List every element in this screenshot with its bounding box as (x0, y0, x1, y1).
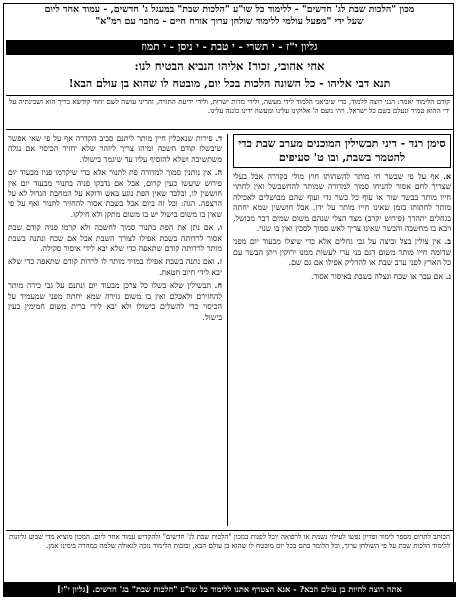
paragraph-label: ה. (214, 168, 222, 178)
paragraph-label: ח. (214, 281, 222, 291)
paragraph-text: אם נתן את הפת בתנור סמוך לחשכה ולא קרמו פניה קודם שבת אסור לרדותה בשבת אפילו לצורך השבת אבל אם שכח ונתנה בשבת מותר לרדותה קודם שתאפה כדי שלא יבא לידי איסור סקילה. (8, 223, 222, 254)
paragraph-label: ז. (217, 257, 222, 267)
paragraph (8, 281, 222, 323)
paragraph (8, 134, 222, 165)
header-line-2: שעל ידי "מפעל עולמי ללימוד שולחן ערוך אורח חיים - מחבר עם רמ"א" (95, 16, 364, 27)
issue-bar: גליון י"ז - י תשרי - י טבת - י ניסן - י תמוז (6, 40, 453, 55)
paragraph-text: פירות שנאכלין חיין מותר ליתנם סביב הקדרה אף על פי שאי אפשר שיבשלו קודם חשכה ומיהו צריך ליזהר שלא יחזיר הכיסוי אם נגלה משתשיכה ושלא להוסיף עליו עד שיגמר בישולו. (8, 134, 222, 164)
paragraph-label: ו. (217, 223, 222, 233)
paragraph-label: א. (443, 172, 451, 181)
paragraph-label: ב. (444, 237, 451, 247)
headline-2: תנא דבי אליהו - כל השונה הלכות בכל יום, מובטח לו שהוא בן עולם הבא! (68, 77, 391, 90)
header-line-1: מכון "הלכות שבת לג' חדשים" - ללימוד כל שו"ע "הלכות שבת" במעגל ג' חדשים, - עמוד אחד ליום (44, 4, 415, 15)
headline-1: אחי אהובי, זכור! אליהו הנביא הבטיח לנו: (134, 59, 325, 73)
paragraph (233, 272, 451, 282)
paragraph (8, 257, 222, 278)
paragraph-text: תבשילין שלא בשלו כל צרכן מבעוד יום ונתנם על גבי כירה מותר להחזירם ולאכלם ואין בו משום גזירה שמא יחתה מפני שמעמיד על הכיסוי כדי להשלים בישולו ולא יבא לידי ברית משום חמימין כעין בישול. (8, 281, 222, 322)
paragraph (233, 237, 451, 268)
column-divider (227, 134, 228, 526)
paragraph-text: אין נותנין סמוך למדורה פת לתנור אלא כדי שיקרמו פניו מבעוד יום פירוש שיעשו כעין קרום, אבל אם נדבקו פניה בתנור מבעוד יום אין חוששין לו, ובלבד שאין הפת נוגע באש ודוקא על המחבת הגדול לא על הרצפה. הגה: וכל זה ביום אבל בשבת אסור להחזיר לתנור ואף על פי שאין בו משום בישול יש בו משום מתקן ולא חילקו. (8, 168, 222, 219)
footer-notice: הכותב לתרום מספר לימוד ופדיון נפשו לעילוי נשמת או לרפואה יוכל לפנות במכון "הלכות שבת לג' חדשים" ולהקדיש עמוד אחד ליום. המכון מוציא מדי שבוע גליונות ללימוד הלכות שבת על פי השולחן ערוך, וכל הלומד בהם בכל יום מובטח לו שהוא בן עולם הבא, ובזכות הלימוד נזכה לגאולה שלמה במהרה בימינו אמן. (6, 530, 453, 576)
paragraph-text: אין צולין בצל וביצה על גבי גחלים אלא כדי שיצלו מבעוד יום מפני שדומה חייו מותר משום דגם בני ערי לעשות ממנו ירוקין ויתן הבשר עם כל הארץ לפני ערב שבת או להדליק אפילו אם גם שם. (233, 237, 451, 268)
paragraph-label: ג. (445, 271, 451, 281)
left-column (8, 134, 222, 526)
paragraph-text: אף על פי שבשר חי מותר להשהותו חוץ מולי בקדרה אבל בעלי שצריך לחם אסור להניחו סמוך למדורה שמותר להחשבשל ואין לחתוי חייו מותר בבשר שור או עוף כל בשר גדי ועוף שהם מבושלים לאכילה מותר לחתותו בזמן שאינו חייו מותר על ידו. אבל חוששין שמא יחתה בגחלים יתהדך (פירוש יקרב) מצד הצלי שנהם משום שמים דבר מבושל, ויבא בו מחשבה והבשר שאינו צריך לאש סמוך לסכין ואין בו שנוי. (233, 172, 451, 234)
paragraph (8, 168, 222, 220)
bottom-bar: אתה רוצה להיות בן עולם הבא? - אנא הצטרף אתנו ללימוד כל שו"ע "הלכות שבת" בג' חדשים. [גליון י"ז] (3, 582, 456, 597)
section-title-box: סימן רנד - דיני תבשילין המוכנים מערב שבת כדי להטמר בשבת, ובו ט' סעיפים (233, 134, 451, 168)
paragraph (8, 223, 222, 254)
intro-prayer: קודם הלימוד יאמר: הנני רוצה ללמוד, כדי שיביאני הלמוד לידי מעשה, ולידי מדות ישרות, ולידי ידיעת התורה, והריני עושה לשם יחוד קודשא בריך הוא ושכינתיה על ידי ההוא טמיר ונעלם בשם כל ישראל. ויהי נועם ה' אלוקינו עלינו ומעשה ידינו כוננה עלינו. (6, 95, 453, 130)
paragraph (233, 172, 451, 234)
paragraph-text: ואם נתנה בשבת אפילו במזיד מותר לו לרדות קודם שתאפה כדי שלא יבא לידי חיוב חטאת. (8, 257, 222, 277)
paragraph-text: אם עבר או שכח ונצלה בשבת באיסור אסור. (311, 271, 444, 281)
publisher-header (6, 4, 453, 28)
paragraph-label: ד. (215, 134, 222, 143)
right-column (233, 134, 451, 526)
